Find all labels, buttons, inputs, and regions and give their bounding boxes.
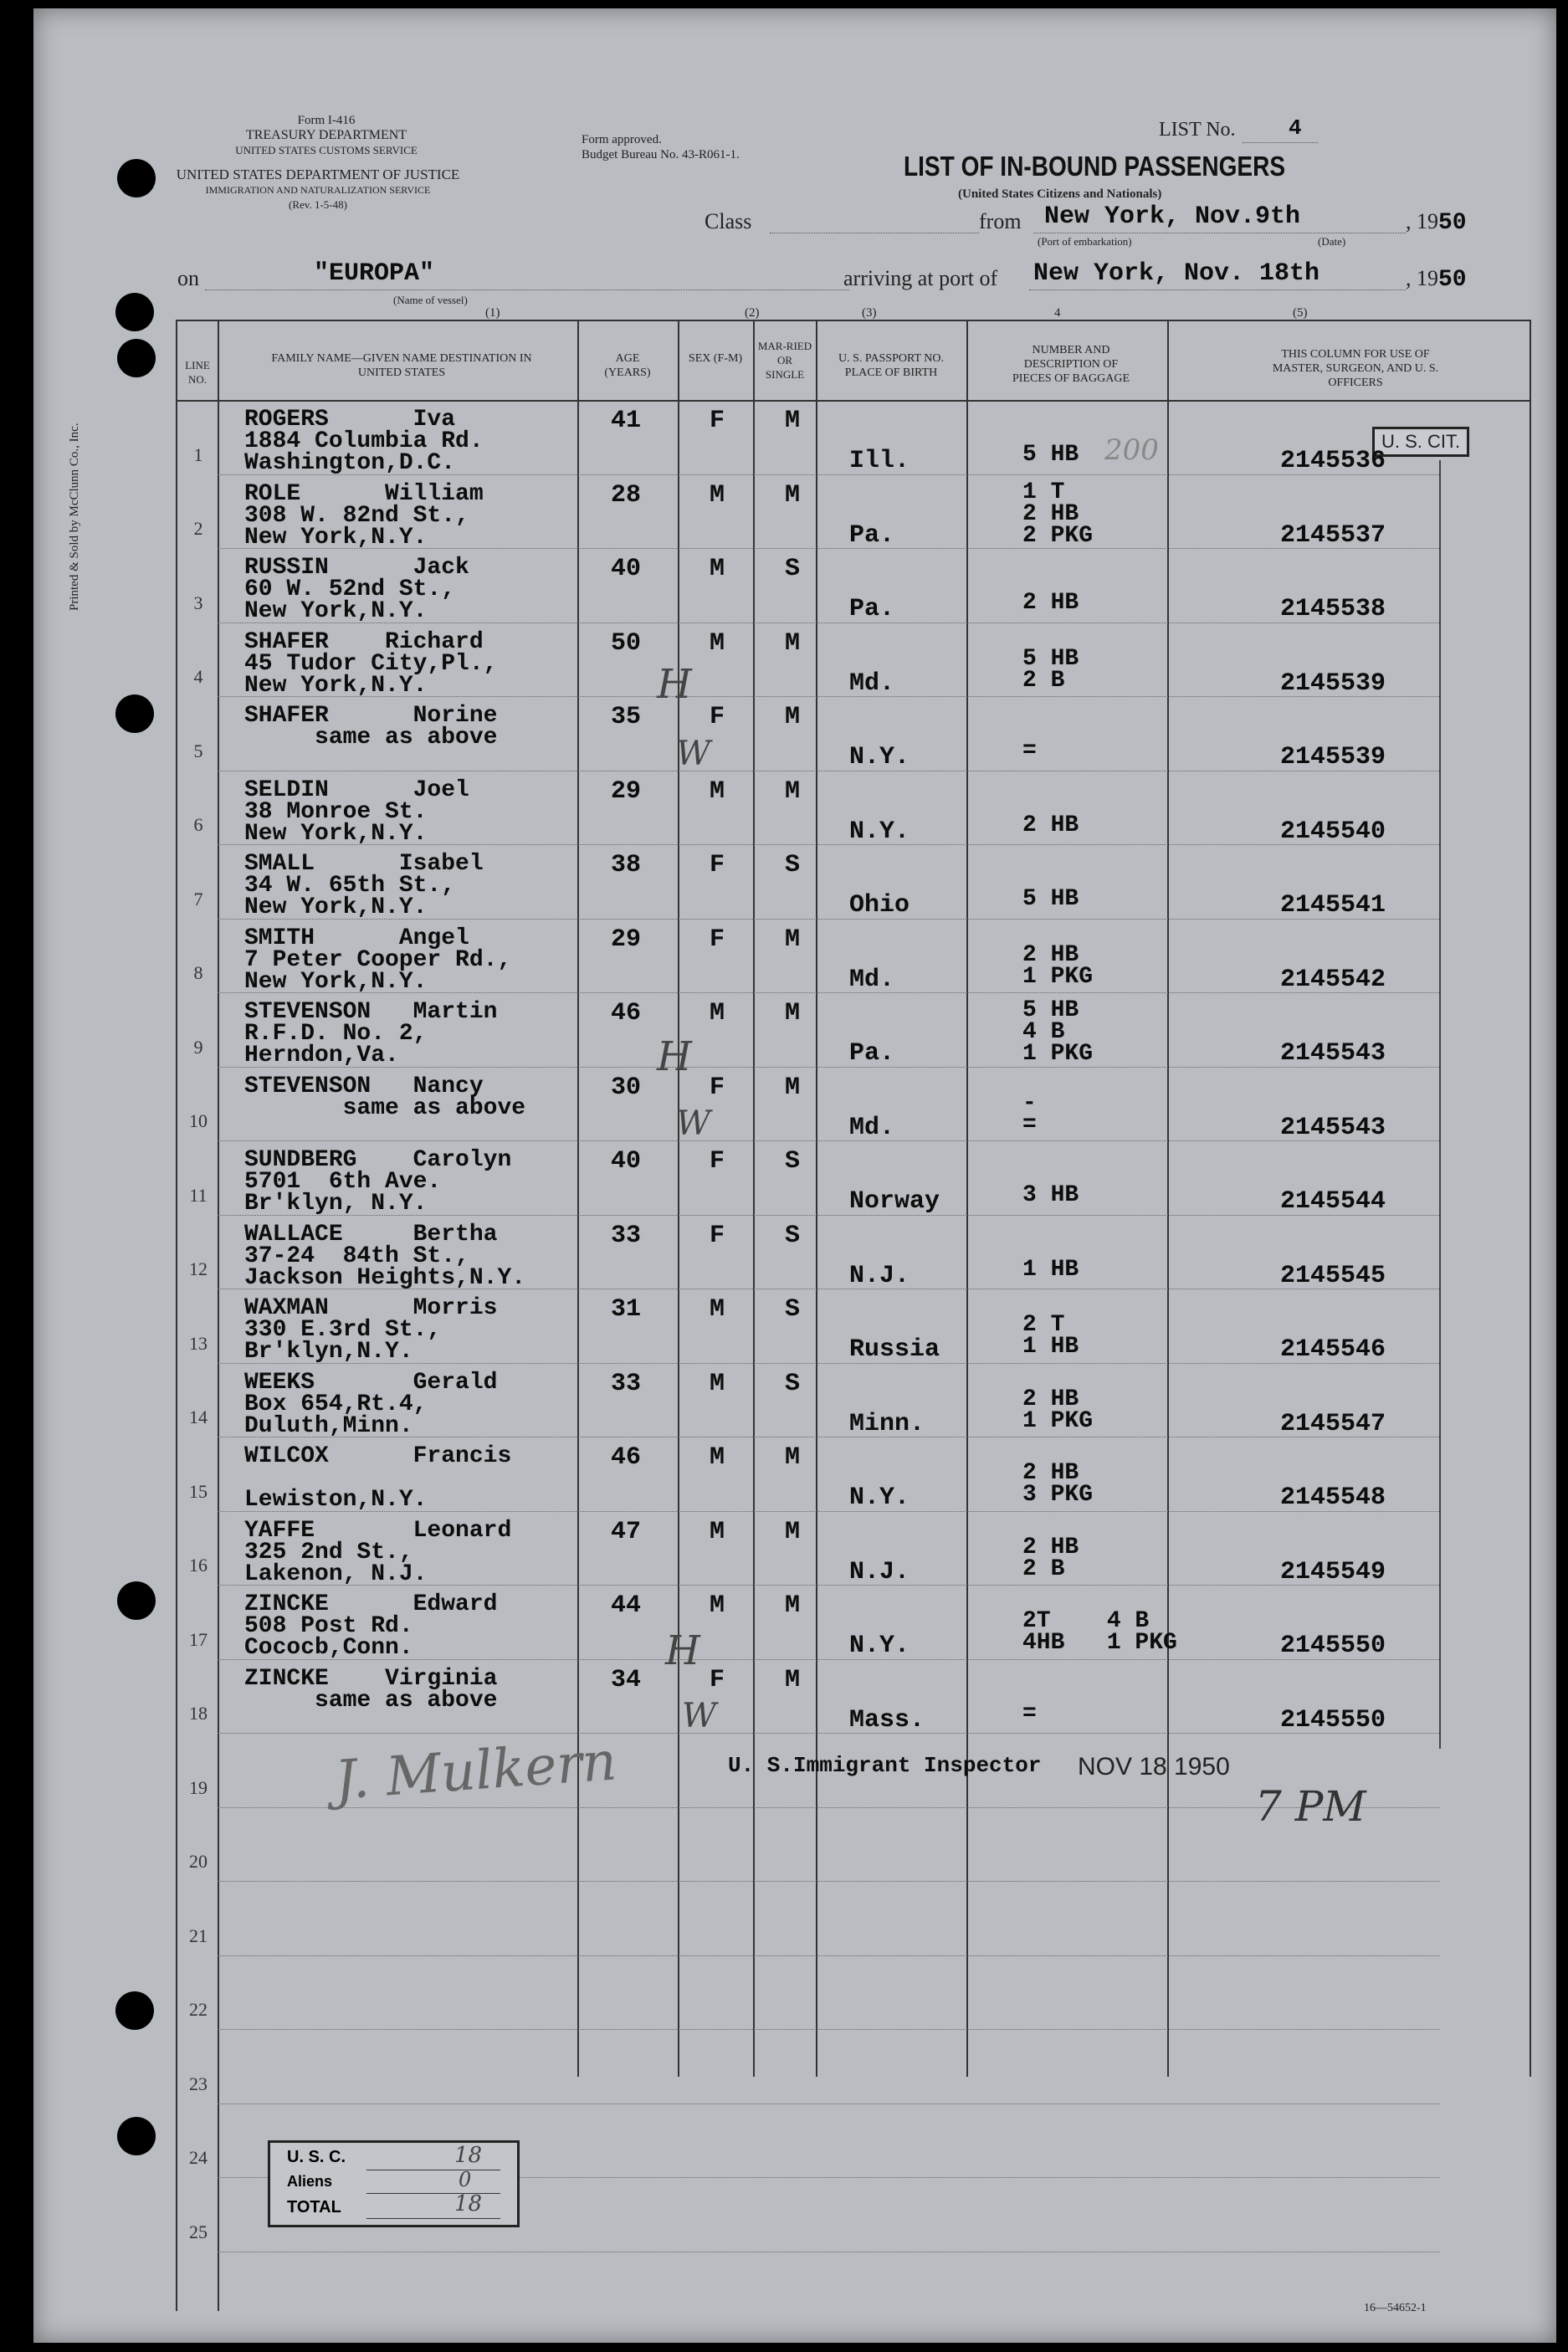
passenger-sex: F bbox=[710, 1073, 725, 1102]
passenger-name: ZINCKE Virginia bbox=[244, 1665, 498, 1692]
place-of-birth: Md. bbox=[849, 1113, 895, 1142]
officer-number: 2145544 bbox=[1280, 1187, 1386, 1216]
passenger-sex: M bbox=[710, 1369, 725, 1398]
table-row bbox=[33, 402, 1540, 476]
marital-status: M bbox=[785, 999, 801, 1027]
marital-status: M bbox=[785, 1443, 801, 1472]
port-of-embarkation: New York, Nov.9th bbox=[1044, 202, 1301, 231]
passenger-address: same as above bbox=[244, 1094, 526, 1121]
baggage-description: 2 HB bbox=[1022, 1534, 1079, 1560]
col-num-2: (2) bbox=[745, 306, 760, 320]
passenger-age: 29 bbox=[611, 925, 642, 954]
officer-number: 2145550 bbox=[1280, 1632, 1386, 1660]
passenger-address: 7 Peter Cooper Rd., bbox=[244, 946, 512, 973]
table-row bbox=[33, 1661, 1540, 1735]
place-of-birth: Ill. bbox=[849, 447, 910, 475]
passenger-address: Duluth,Minn. bbox=[244, 1412, 413, 1439]
empty-row bbox=[33, 2179, 1540, 2253]
passenger-address: Cococb,Conn. bbox=[244, 1635, 413, 1661]
passenger-sex: M bbox=[710, 480, 725, 510]
customs-service: UNITED STATES CUSTOMS SERVICE bbox=[235, 144, 418, 156]
passenger-sex: F bbox=[710, 925, 725, 954]
line-number: 4 bbox=[193, 666, 203, 687]
passenger-sex: M bbox=[710, 1591, 725, 1620]
col-header-age: AGE (YEARS) bbox=[604, 352, 651, 379]
passenger-age: 38 bbox=[611, 851, 642, 879]
col-header-officers: THIS COLUMN FOR USE OF MASTER, SURGEON, AND U. S. OFFICERS bbox=[1272, 348, 1439, 389]
year-value: 50 bbox=[1438, 210, 1467, 236]
row-divider bbox=[218, 1955, 1439, 1956]
passenger-name: SMALL Isabel bbox=[244, 851, 484, 877]
place-of-birth: Ohio bbox=[849, 891, 910, 920]
empty-row bbox=[33, 2105, 1540, 2180]
passenger-sex: M bbox=[710, 776, 725, 806]
baggage-description: 5 HB bbox=[1022, 645, 1079, 672]
line-number: 20 bbox=[189, 1851, 208, 1872]
table-top-border bbox=[176, 320, 1531, 321]
col-header-sex: SEX (F-M) bbox=[688, 352, 743, 365]
handwritten-h-mark: H bbox=[665, 1627, 700, 1674]
table-row bbox=[33, 994, 1540, 1068]
baggage-description: 1 PKG bbox=[1022, 963, 1094, 990]
treasury-dept: TREASURY DEPARTMENT bbox=[245, 128, 407, 142]
passenger-address: New York,N.Y. bbox=[244, 820, 428, 847]
passenger-name: ROLE William bbox=[244, 480, 484, 507]
totals-box bbox=[268, 2140, 520, 2227]
table-row bbox=[33, 624, 1540, 699]
officer-number: 2145540 bbox=[1280, 817, 1386, 846]
passenger-address: Lakenon, N.J. bbox=[244, 1560, 428, 1587]
place-of-birth: Russia bbox=[849, 1335, 940, 1364]
marital-status: M bbox=[785, 628, 801, 658]
aliens-count: 0 bbox=[459, 2168, 472, 2191]
passenger-address: Lewiston,N.Y. bbox=[244, 1487, 428, 1513]
baggage-description: 1 HB bbox=[1022, 1334, 1079, 1360]
table-row bbox=[33, 1290, 1540, 1365]
passenger-name: YAFFE Leonard bbox=[244, 1517, 512, 1544]
empty-row bbox=[33, 2031, 1540, 2105]
table-row bbox=[33, 1586, 1540, 1661]
empty-row bbox=[33, 1957, 1540, 2032]
passenger-address: New York,N.Y. bbox=[244, 968, 428, 995]
inspector-title: U. S.Immigrant Inspector bbox=[728, 1753, 1042, 1778]
passenger-age: 50 bbox=[611, 628, 642, 658]
passenger-address: 325 2nd St., bbox=[244, 1539, 413, 1565]
date-caption: (Date) bbox=[1318, 235, 1346, 248]
marital-status: M bbox=[785, 407, 801, 435]
passenger-address: R.F.D. No. 2, bbox=[244, 1021, 428, 1047]
row-divider bbox=[218, 1067, 1439, 1068]
baggage-description: 5 HB bbox=[1022, 886, 1079, 912]
handwritten-200: 200 bbox=[1104, 433, 1159, 467]
officer-number: 2145542 bbox=[1280, 965, 1386, 994]
us-cit-stamp: U. S. CIT. bbox=[1372, 427, 1469, 457]
marital-status: S bbox=[785, 851, 801, 879]
handwritten-w-mark: W bbox=[682, 1697, 717, 1735]
place-of-birth: N.Y. bbox=[849, 817, 910, 846]
passenger-sex: F bbox=[710, 1147, 725, 1176]
marital-status: M bbox=[785, 776, 801, 806]
marital-status: M bbox=[785, 925, 801, 954]
baggage-description: 2T 4 B bbox=[1022, 1608, 1150, 1634]
baggage-description: = bbox=[1022, 1700, 1037, 1727]
passenger-address: Jackson Heights,N.Y. bbox=[244, 1264, 526, 1291]
passenger-sex: M bbox=[710, 628, 725, 658]
passenger-age: 44 bbox=[611, 1591, 642, 1620]
passenger-sex: F bbox=[710, 1665, 725, 1694]
total-label: TOTAL bbox=[287, 2198, 341, 2216]
passenger-address: 60 W. 52nd St., bbox=[244, 576, 456, 602]
marital-status: M bbox=[785, 480, 801, 510]
place-of-birth: N.J. bbox=[849, 1557, 910, 1586]
col-num-1: (1) bbox=[485, 306, 500, 320]
ins-service: IMMIGRATION AND NATURALIZATION SERVICE bbox=[205, 184, 431, 196]
line-number: 8 bbox=[193, 962, 203, 983]
passenger-name: WEEKS Gerald bbox=[244, 1369, 498, 1396]
passenger-name: ZINCKE Edward bbox=[244, 1591, 498, 1617]
list-no-value: 4 bbox=[1289, 115, 1302, 141]
row-divider bbox=[218, 1733, 1439, 1734]
passenger-age: 46 bbox=[611, 1443, 642, 1472]
table-row bbox=[33, 1365, 1540, 1439]
table-row bbox=[33, 1217, 1540, 1291]
line-number: 5 bbox=[193, 740, 203, 761]
passenger-address: same as above bbox=[244, 1687, 498, 1714]
place-of-birth: N.Y. bbox=[849, 743, 910, 771]
passenger-address: Herndon,Va. bbox=[244, 1043, 399, 1068]
passenger-address: 1884 Columbia Rd. bbox=[244, 428, 484, 454]
baggage-description: 2 HB bbox=[1022, 1460, 1079, 1486]
baggage-description: 2 B bbox=[1022, 1555, 1065, 1582]
officer-number: 2145538 bbox=[1280, 595, 1386, 623]
form-approved: Form approved. bbox=[582, 133, 662, 146]
row-divider bbox=[218, 2103, 1439, 2104]
handwritten-w-mark: W bbox=[676, 735, 711, 773]
baggage-description: 2 HB bbox=[1022, 590, 1079, 616]
on-label: on bbox=[177, 266, 199, 290]
passenger-age: 46 bbox=[611, 999, 642, 1027]
passenger-address: 508 Post Rd. bbox=[244, 1613, 413, 1639]
passenger-address: same as above bbox=[244, 725, 498, 751]
form-number: Form I-416 bbox=[297, 114, 356, 127]
passenger-address: New York,N.Y. bbox=[244, 894, 428, 920]
line-number: 15 bbox=[189, 1480, 208, 1502]
line-number: 22 bbox=[189, 1999, 208, 2020]
passenger-name: WAXMAN Morris bbox=[244, 1295, 498, 1321]
line-number: 10 bbox=[189, 1110, 208, 1131]
place-of-birth: N.Y. bbox=[849, 1483, 910, 1512]
empty-row bbox=[33, 1883, 1540, 1957]
officer-number: 2145539 bbox=[1280, 743, 1386, 771]
form-subtitle: (United States Citizens and Nationals) bbox=[958, 187, 1162, 201]
marital-status: M bbox=[785, 1665, 801, 1694]
passenger-age: 29 bbox=[611, 776, 642, 806]
vessel-caption: (Name of vessel) bbox=[393, 294, 468, 306]
col-num-4: 4 bbox=[1054, 306, 1061, 320]
passenger-age: 31 bbox=[611, 1295, 642, 1324]
officer-number: 2145545 bbox=[1280, 1261, 1386, 1290]
officer-number: 2145536 bbox=[1280, 447, 1386, 475]
passenger-name: WALLACE Bertha bbox=[244, 1221, 498, 1248]
baggage-description: 5 HB bbox=[1022, 442, 1079, 468]
handwritten-w-mark: W bbox=[676, 1104, 711, 1143]
justice-dept: UNITED STATES DEPARTMENT OF JUSTICE bbox=[176, 167, 460, 182]
passenger-age: 47 bbox=[611, 1517, 642, 1546]
year-value-2: 50 bbox=[1438, 267, 1467, 293]
passenger-address: 5701 6th Ave. bbox=[244, 1169, 442, 1195]
line-number: 13 bbox=[189, 1332, 208, 1354]
table-row bbox=[33, 698, 1540, 772]
officer-number: 2145549 bbox=[1280, 1557, 1386, 1586]
passenger-name: STEVENSON Martin bbox=[244, 999, 498, 1025]
passenger-sex: M bbox=[710, 555, 725, 583]
baggage-description: 4 B bbox=[1022, 1019, 1065, 1045]
baggage-description: 1 PKG bbox=[1022, 1041, 1094, 1067]
passenger-name: STEVENSON Nancy bbox=[244, 1073, 484, 1099]
passenger-age: 33 bbox=[611, 1369, 642, 1398]
passenger-address: New York,N.Y. bbox=[244, 672, 428, 699]
baggage-description: 2 T bbox=[1022, 1312, 1065, 1338]
place-of-birth: N.J. bbox=[849, 1261, 910, 1290]
passenger-name: WILCOX Francis bbox=[244, 1443, 512, 1469]
marital-status: S bbox=[785, 1221, 801, 1250]
passenger-address: New York,N.Y. bbox=[244, 598, 428, 624]
col-num-5: (5) bbox=[1293, 306, 1308, 320]
port-embark-caption: (Port of embarkation) bbox=[1038, 235, 1132, 248]
passenger-address: Washington,D.C. bbox=[244, 450, 456, 476]
punch-hole bbox=[115, 293, 154, 331]
table-row bbox=[33, 550, 1540, 624]
passenger-list-sheet bbox=[33, 8, 1556, 2343]
officer-number: 2145543 bbox=[1280, 1113, 1386, 1142]
line-number: 14 bbox=[189, 1407, 208, 1427]
footer-code: 16—54652-1 bbox=[1364, 2302, 1427, 2314]
line-number: 17 bbox=[189, 1628, 208, 1650]
revision: (Rev. 1-5-48) bbox=[289, 198, 347, 211]
col-header-line-no: LINE NO. bbox=[185, 359, 210, 386]
place-of-birth: N.Y. bbox=[849, 1632, 910, 1660]
row-divider bbox=[218, 2029, 1439, 2030]
passenger-address: New York,N.Y. bbox=[244, 524, 428, 551]
passenger-address: Box 654,Rt.4, bbox=[244, 1391, 428, 1417]
officer-number: 2145546 bbox=[1280, 1335, 1386, 1364]
line-number: 9 bbox=[193, 1036, 203, 1058]
baggage-description: = bbox=[1022, 1111, 1037, 1138]
table-row bbox=[33, 846, 1540, 920]
passenger-sex: M bbox=[710, 1443, 725, 1472]
place-of-birth: Minn. bbox=[849, 1409, 925, 1438]
line-number: 6 bbox=[193, 814, 203, 835]
handwritten-h-mark: H bbox=[657, 661, 692, 708]
passenger-sex: M bbox=[710, 1517, 725, 1546]
line-number: 2 bbox=[193, 518, 203, 539]
passenger-name: SHAFER Richard bbox=[244, 628, 484, 655]
passenger-name: SMITH Angel bbox=[244, 925, 469, 951]
passenger-name: RUSSIN Jack bbox=[244, 555, 469, 581]
passenger-age: 28 bbox=[611, 480, 642, 510]
officer-number: 2145537 bbox=[1280, 520, 1386, 550]
total-count: 18 bbox=[454, 2191, 483, 2216]
line-number: 11 bbox=[189, 1184, 208, 1206]
arriving-label: arriving at port of bbox=[843, 266, 998, 290]
baggage-description: 2 PKG bbox=[1022, 522, 1094, 549]
passenger-sex: F bbox=[710, 407, 725, 435]
punch-hole bbox=[117, 159, 156, 197]
punch-hole bbox=[117, 339, 156, 377]
from-label: from bbox=[979, 209, 1022, 233]
passenger-sex: F bbox=[710, 851, 725, 879]
baggage-description: 2 HB bbox=[1022, 812, 1079, 838]
baggage-description: 2 HB bbox=[1022, 941, 1079, 968]
passenger-address: 308 W. 82nd St., bbox=[244, 502, 469, 529]
inspector-signature: J. Mulkern bbox=[332, 1730, 619, 1812]
vessel-name: "EUROPA" bbox=[314, 259, 435, 288]
baggage-description: 1 T bbox=[1022, 479, 1065, 505]
baggage-description: 1 HB bbox=[1022, 1256, 1079, 1283]
line-number: 21 bbox=[189, 1924, 208, 1946]
passenger-age: 33 bbox=[611, 1221, 642, 1250]
col-header-baggage: NUMBER AND DESCRIPTION OF PIECES OF BAGGAGE bbox=[1012, 344, 1130, 385]
marital-status: M bbox=[785, 1517, 801, 1546]
officer-number: 2145547 bbox=[1280, 1409, 1386, 1438]
passenger-age: 34 bbox=[611, 1665, 642, 1694]
place-of-birth: Norway bbox=[849, 1187, 940, 1216]
passenger-age: 40 bbox=[611, 555, 642, 583]
passenger-address: 38 Monroe St. bbox=[244, 798, 428, 825]
row-divider bbox=[218, 1140, 1439, 1141]
passenger-name: SHAFER Norine bbox=[244, 703, 498, 729]
baggage-description: 1 PKG bbox=[1022, 1407, 1094, 1434]
list-no-label: LIST No. bbox=[1159, 119, 1236, 141]
baggage-description: 3 HB bbox=[1022, 1182, 1079, 1208]
line-number: 1 bbox=[193, 443, 203, 465]
col-header-passport: U. S. PASSPORT NO. PLACE OF BIRTH bbox=[838, 352, 944, 379]
arrival-port-date: New York, Nov. 18th bbox=[1033, 259, 1320, 288]
place-of-birth: Md. bbox=[849, 669, 895, 698]
place-of-birth: Mass. bbox=[849, 1705, 925, 1735]
aliens-label: Aliens bbox=[287, 2173, 333, 2190]
handwritten-h-mark: H bbox=[657, 1033, 692, 1080]
col-header-married: MAR-RIED OR SINGLE bbox=[757, 340, 812, 381]
passenger-name: SELDIN Joel bbox=[244, 776, 469, 803]
passenger-age: 35 bbox=[611, 703, 642, 731]
passenger-sex: F bbox=[710, 703, 725, 731]
passenger-address: 330 E.3rd St., bbox=[244, 1317, 442, 1343]
passenger-address: 34 W. 65th St., bbox=[244, 873, 456, 899]
table-row bbox=[33, 1142, 1540, 1217]
line-number: 23 bbox=[189, 2073, 208, 2094]
marital-status: M bbox=[785, 703, 801, 731]
col-header-name: FAMILY NAME—GIVEN NAME DESTINATION IN UNITED STATES bbox=[271, 352, 532, 379]
passenger-sex: M bbox=[710, 1295, 725, 1324]
row-divider bbox=[218, 1881, 1439, 1882]
marital-status: M bbox=[785, 1073, 801, 1102]
place-of-birth: Pa. bbox=[849, 1039, 895, 1068]
passenger-address: 37-24 84th St., bbox=[244, 1243, 469, 1269]
passenger-address: Br'klyn,N.Y. bbox=[244, 1339, 413, 1365]
marital-status: S bbox=[785, 1369, 801, 1398]
class-label: Class bbox=[705, 209, 752, 233]
table-row bbox=[33, 1513, 1540, 1587]
passenger-name: ROGERS Iva bbox=[244, 407, 456, 433]
line-number: 19 bbox=[189, 1776, 208, 1798]
place-of-birth: Pa. bbox=[849, 595, 895, 623]
passenger-age: 30 bbox=[611, 1073, 642, 1102]
inspection-date-stamp: NOV 18 1950 bbox=[1078, 1753, 1230, 1781]
inspection-time: 7 PM bbox=[1255, 1782, 1366, 1831]
table-row bbox=[33, 920, 1540, 995]
baggage-description: = bbox=[1022, 738, 1037, 764]
baggage-description: 4HB 1 PKG bbox=[1022, 1630, 1177, 1656]
place-of-birth: Md. bbox=[849, 965, 895, 994]
baggage-description: 2 HB bbox=[1022, 1386, 1079, 1412]
col-num-3: (3) bbox=[862, 306, 877, 320]
usc-label: U. S. C. bbox=[287, 2148, 346, 2166]
baggage-description: 3 PKG bbox=[1022, 1482, 1094, 1508]
officer-number: 2145541 bbox=[1280, 891, 1386, 920]
usc-count: 18 bbox=[454, 2143, 483, 2168]
officer-number: 2145539 bbox=[1280, 669, 1386, 698]
officer-number: 2145550 bbox=[1280, 1705, 1386, 1735]
line-number: 18 bbox=[189, 1703, 208, 1724]
passenger-address: 45 Tudor City,Pl., bbox=[244, 650, 498, 677]
officer-number: 2145548 bbox=[1280, 1483, 1386, 1512]
printer-credit: Printed & Sold by McClunn Co., Inc. bbox=[68, 423, 81, 611]
baggage-description: 2 B bbox=[1022, 667, 1065, 694]
form-title: LIST OF IN-BOUND PASSENGERS bbox=[904, 151, 1286, 182]
table-row bbox=[33, 1068, 1540, 1143]
place-of-birth: Pa. bbox=[849, 520, 895, 550]
officer-number: 2145543 bbox=[1280, 1039, 1386, 1068]
line-number: 7 bbox=[193, 888, 203, 910]
year-prefix-2: , 19 bbox=[1406, 266, 1438, 290]
line-number: 16 bbox=[189, 1555, 208, 1576]
marital-status: S bbox=[785, 1147, 801, 1176]
budget-bureau: Budget Bureau No. 43-R061-1. bbox=[582, 148, 740, 161]
passenger-name: SUNDBERG Carolyn bbox=[244, 1147, 512, 1173]
passenger-age: 40 bbox=[611, 1147, 642, 1176]
table-row bbox=[33, 772, 1540, 847]
passenger-age: 41 bbox=[611, 407, 642, 435]
passenger-sex: F bbox=[710, 1221, 725, 1250]
line-number: 3 bbox=[193, 592, 203, 613]
baggage-description: 5 HB bbox=[1022, 997, 1079, 1023]
marital-status: S bbox=[785, 1295, 801, 1324]
passenger-sex: M bbox=[710, 999, 725, 1027]
passenger-address: Br'klyn, N.Y. bbox=[244, 1191, 428, 1217]
line-number: 25 bbox=[189, 2221, 208, 2242]
baggage-description: 2 HB bbox=[1022, 500, 1079, 527]
table-row bbox=[33, 1438, 1540, 1513]
year-prefix: , 19 bbox=[1406, 209, 1438, 233]
marital-status: S bbox=[785, 555, 801, 583]
marital-status: M bbox=[785, 1591, 801, 1620]
line-number: 24 bbox=[189, 2147, 208, 2168]
baggage-description: - bbox=[1022, 1089, 1037, 1116]
table-row bbox=[33, 476, 1540, 551]
line-number: 12 bbox=[189, 1258, 208, 1279]
